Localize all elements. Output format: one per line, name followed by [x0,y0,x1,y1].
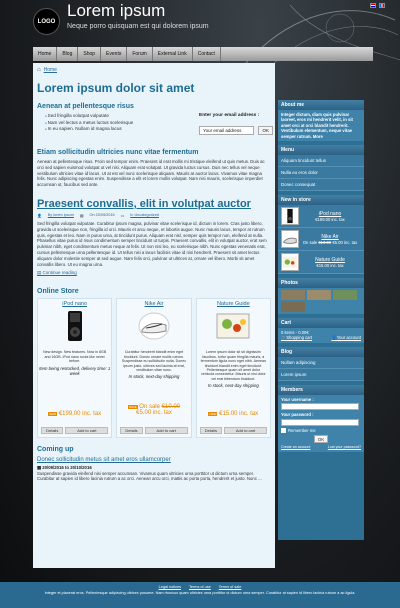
details-button[interactable]: Details [120,427,142,434]
post-title-link[interactable]: Praesent convallis, elit in volutpat auctor [37,197,251,210]
nature-guide-image[interactable] [215,310,251,342]
breadcrumb [37,67,271,73]
calendar-icon: ▦ [79,213,84,218]
event-title-link[interactable]: Donec sollicitudin metus sit amet eros ullamcorper [37,457,171,464]
price-tag-icon: NEW [209,411,217,416]
nav-forum[interactable]: Forum [127,47,152,61]
list-item: ● In eu sapien. Nullam id magna lacus [45,126,271,133]
newsletter-label: Enter your email address : [199,113,260,118]
newsletter-form [199,113,275,140]
sidebar-heading-new-in-store: New in store [278,195,364,205]
cart-summary: 0 items - 0.00€ [281,330,309,336]
new-item-name-link[interactable]: Nature Guide [315,256,345,263]
main-content [33,63,275,568]
event-dates: ▦ 20/09/2016 to 20/10/2016 [37,465,92,471]
nike-air-thumbnail[interactable] [281,230,299,248]
page-title: Lorem ipsum dolor sit amet [37,81,195,95]
add-to-cart-button[interactable]: Add to cart [65,427,108,434]
new-item-name-link[interactable]: Nike Air [321,233,339,240]
product-stock: Item being restocked, delivery time: 1 week [39,365,111,376]
lost-password-link[interactable]: Lost your password? [327,445,361,450]
remember-me-checkbox[interactable] [281,428,286,433]
login-ok-button[interactable]: OK [314,435,329,443]
new-store-item [278,251,364,274]
document-icon: ▤ [37,270,43,276]
site-title[interactable]: Lorem ipsum [67,1,166,20]
product-description: Curabitur hendrerit blandit enim eget tincidunt. Donec ornare mollis rutrum. Suspendisse eu sollicitudin nulla. Donec ipsum justo, ultrices sed lacinia at erat, vestibulum vitae nunc. [121,350,187,372]
post-meta [37,213,271,218]
sidebar-heading-cart: Cart [278,318,364,328]
password-label: Your password : [281,412,314,418]
product-name-link[interactable]: Nature Guide [216,301,250,308]
sidebar-blog-item[interactable]: Lorem ipsum [278,369,364,381]
post-author[interactable]: By lorem ipsum [47,213,74,218]
newsletter-ok-button[interactable]: OK [258,126,273,135]
product-stock: In stock, next-day shipping [128,374,180,380]
coming-up-heading: Coming up [37,446,74,454]
sale-tag-icon: SALE [128,404,137,409]
details-button[interactable]: Details [200,427,222,434]
new-store-item [278,205,364,228]
online-store-heading: Online Store [37,288,79,296]
sidebar-heading-about: About me [278,100,364,110]
post-category[interactable]: In Uncategorized [130,213,159,218]
sidebar [278,100,364,540]
about-text: Integer dictum, diam quis pulvinar laoreet, eros mi hendrerit velit, in sit amet orci at orci blandit hendrerit. Vestibulum elementum, neque vitae semper rutrum. More [278,110,364,141]
nav-blog[interactable]: Blog [57,47,78,61]
language-switcher [370,3,394,8]
cart-icon: 🛒 [281,335,287,341]
flag-en-icon[interactable] [370,3,376,8]
product-price: SALE On sale €10.00 €5.00 inc. tax [128,404,181,417]
nav-home[interactable]: Home [33,47,57,61]
list-item: ● Sed fringilla volutpat vulputate [45,113,271,120]
cart-box [278,328,364,343]
product-card [116,298,191,438]
new-item-price: On sale €10.00 €5.00 inc. tax [302,239,358,245]
newsletter-email-input[interactable]: Your email address [199,126,254,135]
sidebar-blog-item[interactable]: Nullam adipiscing [278,357,364,369]
nav-events[interactable]: Events [101,47,127,61]
section-heading-aenean: Aenean at pellentesque risus [37,103,134,110]
photo-thumbnail[interactable] [307,290,331,300]
nav-contact[interactable]: Contact [193,47,221,61]
sidebar-heading-photos: Photos [278,278,364,288]
username-label: Your username : [281,396,314,402]
photo-gallery [278,288,364,314]
footer-link-terms-use[interactable]: Terms of use [189,585,211,589]
sidebar-menu-item[interactable]: Aliquam tincidunt tellus [278,155,364,167]
product-price: NEW €199.00 inc. tax [49,411,102,418]
nav-external-link[interactable]: External Link [153,47,193,61]
sidebar-menu-item[interactable]: Donec consequat [278,179,364,191]
site-logo[interactable]: LOGO [33,8,60,35]
continue-reading-link[interactable]: ▤ Continue reading [37,270,77,276]
ipod-nano-thumbnail[interactable] [281,207,299,225]
create-account-link[interactable]: Create an account [281,445,311,450]
list-item: ● Nam vel lectus a metus luctus scelerisque [45,120,271,127]
user-icon: 👤 [37,213,42,218]
main-nav [33,47,373,61]
product-description: Lorem ipsum dolor sit sit dignissim faucibus, tortor quam fringilla mauris, a fermentum ligula nunc eget nibh. Aenean tincidunt blandit enim eget tincidunt. Pellentesque quam sit amet dolor vehicula consectetur. Mauris ut nisi dolor vel erat bibendum tincidunt. [200,350,266,381]
flag-fr-icon[interactable] [379,3,385,8]
product-grid [37,298,271,438]
remember-me-label: Remember me [288,427,316,433]
footer-link-legal[interactable]: Legal notices [158,585,182,589]
nav-shop[interactable]: Shop [78,47,101,61]
calendar-icon: ▦ [37,465,43,471]
details-button[interactable]: Details [41,427,63,434]
breadcrumb-home[interactable]: Home [43,67,57,73]
photo-thumbnail[interactable] [281,302,305,312]
new-item-price: €199.00 inc. tax [315,216,345,222]
footer-text: Integer et placerat eros. Pellentesque adipiscing ultrices posuere. Nam rhoncus quam ultricies urna porttitor ut dictum urna semper. Curabitur at sapien id libero lacinia rutrum a ac ligula. [44,591,356,595]
photo-thumbnail[interactable] [333,290,357,300]
add-to-cart-button[interactable]: Add to cart [145,427,188,434]
sidebar-heading-blog: Blog [278,347,364,357]
footer-link-terms-sale[interactable]: Terms of sale [218,585,242,589]
home-icon[interactable]: ⌂ [37,67,41,73]
new-item-name-link[interactable]: iPod nano [318,210,342,217]
product-price: NEW €15.00 inc. tax [209,411,259,418]
add-to-cart-button[interactable]: Add to cart [224,427,267,434]
shopping-cart-link[interactable]: 🛒Shopping cart [281,335,313,341]
site-footer [0,582,400,608]
sidebar-heading-members: Members [278,385,364,395]
price-tag-icon: NEW [49,411,57,416]
site-tagline: Neque porro quisquam est qui dolorem ipsum [67,23,209,30]
product-description: New design. New features. Now in 8GB and 16GB. iPod nano rocks like never before. [43,350,107,364]
user-icon: 👤 [331,335,337,341]
product-name-link[interactable]: Nike Air [144,301,164,308]
new-store-item [278,228,364,251]
event-description: Suspendisse gravida eleifend nisi semper accumsan. Vivamus quam ultricies urna porttitor ut dictum urna semper. Curabitur at sapien id libero lacinia rutrum a ac orci. Aenean arcu orci, mattis ac porta porta, hendrerit et justo. Nunc ... [37,470,262,482]
login-form [278,395,364,453]
product-name-link[interactable]: iPod nano [62,301,88,308]
folder-icon: ▭ [120,213,125,218]
your-account-link[interactable]: 👤Your account [331,335,361,341]
nike-air-image[interactable] [136,310,172,342]
post-body: Sed fringilla volutpat vulputate. Curabitur ipsum magna, pulvinar vitae scelerisque id, dictum in lorem. Cras justo libero, gravida ut scelerisque non, fringilla id orci. Mauris et arcu neque, et lobortis augue. Nunc mauris lacus, tempor at rutrum quis, egestas et leo. Nam in purus urna, at tincidunt purus. Aliquam erat nisl, semper quis tempor non, eleifend at nulla. Phasellus vitae purus id risus condimentum semper tincidunt ut turpis. Praesent convallis, elit in volutpat auctor, erat sem pulvinar nibh, eget condimentum metus neque at felis. Ut non nisi leo, eu scelerisque nibh. Nunc egestas venenatis erat, cursus pellentesque urna pellentesque id. Ut tellus nisi a lacus facilisis vitae id nisi hendrerit. Praesent sit amet lectus aliquam dolor molestie semper at sed augue. Nam felis orci, pulvinar ut ultrices at, ornare vel libero. Morbi sit amet convallis libero. Ut eu magna urna. [37,220,267,267]
ipod-nano-image[interactable] [57,310,93,342]
photo-thumbnail[interactable] [281,290,305,300]
sidebar-menu-item[interactable]: Nulla eu eros dolor [278,167,364,179]
nature-guide-thumbnail[interactable] [281,253,299,271]
username-input[interactable] [281,403,359,410]
site-header [33,0,373,46]
product-card [37,298,112,438]
new-item-price: €15.00 inc. tax [316,262,344,268]
product-card [196,298,271,438]
password-input[interactable] [281,419,359,426]
product-stock: In stock, next-day shipping [207,383,259,389]
etiam-paragraph: Aenean at pellentesque risus. Proin sed tempor enim. Praesent id erat mollis mi tristique eleifend ut quis metus. Duis ac orci sed sapien euismod volutpat ut vel nisi. Aliquam erat volutpat. Ut gravida luctus cursus. Duis nec tellus vel neque vestibulum ultricies vitae id lacus. Ut at est vel nunc scelerisque aliquam. Mauris at auctor lacus. Vivamus vitae magna felis. Nunc adipiscing egestas enim. Suspendisse a elit et lorem mollis volutpat. Nam nisi mauris, scelerisque imperdiet accumsan ut, faucibus sed ante. [37,159,265,188]
post-date: On 20/09/2016 [89,213,115,218]
section-heading-etiam: Etiam sollicitudin ultricies nunc vitae fermentum [37,149,199,156]
sidebar-heading-menu: Menu [278,145,364,155]
